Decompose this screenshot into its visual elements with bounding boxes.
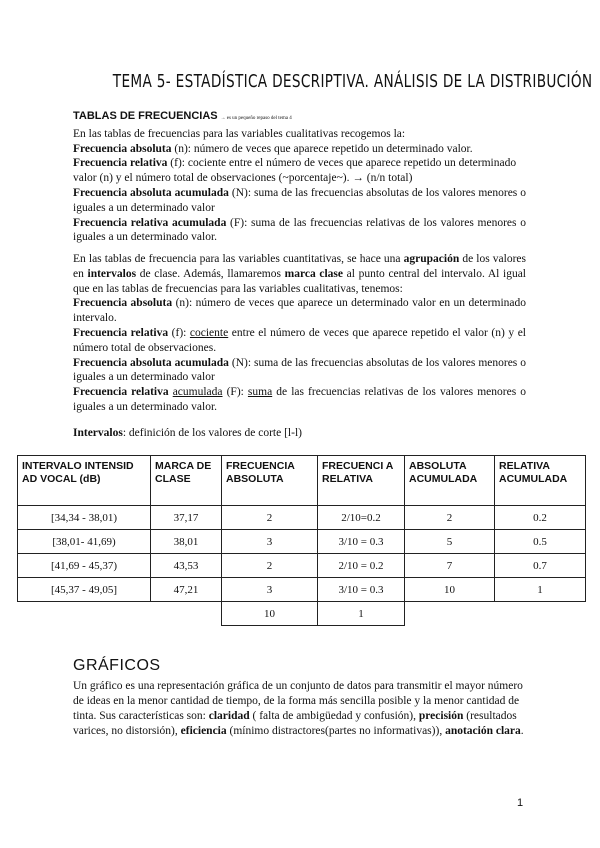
term: Intervalos xyxy=(73,427,123,439)
cell-absolute: 2 xyxy=(222,506,318,530)
term: Frecuencia relativa xyxy=(73,326,169,339)
term: Frecuencia relativa xyxy=(73,157,168,170)
term: anotación clara xyxy=(445,725,521,737)
underlined-word: cociente xyxy=(189,326,229,339)
cell-cum-relative: 1 xyxy=(495,578,586,602)
header-absolute-frequency: FRECUENCIA ABSOLUTA xyxy=(222,456,318,506)
header-class-mark: MARCA DE CLASE xyxy=(151,456,222,506)
text: (F): xyxy=(222,386,248,399)
quant-relative-frequency xyxy=(73,326,526,356)
definition: (n): número de veces que aparece repetido un determinado valor. xyxy=(171,142,473,155)
graficos-heading: GRÁFICOS xyxy=(73,657,161,674)
cell-class-mark: 47,21 xyxy=(151,578,222,602)
text: . xyxy=(520,725,524,737)
text: de los valores en xyxy=(73,253,527,280)
quantitative-intro xyxy=(73,252,526,296)
empty-cell xyxy=(151,602,222,626)
term: Frecuencia absoluta acumulada xyxy=(73,186,229,199)
quant-absolute-frequency xyxy=(73,296,526,326)
tables-heading-line xyxy=(73,109,526,127)
tables-heading: TABLAS DE FRECUENCIAS xyxy=(73,110,218,122)
term: Frecuencia absoluta xyxy=(73,142,172,155)
term: claridad xyxy=(208,710,250,722)
underlined-word: suma xyxy=(247,386,273,399)
cell-cum-relative: 0.5 xyxy=(495,530,586,554)
term: intervalos xyxy=(87,267,137,280)
definition: de las frecuencias relativas de los valores menores o iguales a un determinado valor. xyxy=(73,386,527,413)
header-relative-frequency: FRECUENCI A RELATIVA xyxy=(318,456,405,506)
cell-interval: [45,37 - 49,05] xyxy=(18,578,151,602)
table-row xyxy=(18,578,586,602)
text: En las tablas de frecuencia para las variables cuantitativas, se hace una xyxy=(73,253,404,265)
definition: (N): suma de las frecuencias absolutas de los valores menores o iguales a un determinado valor xyxy=(73,356,527,384)
term: agrupación xyxy=(403,253,460,265)
text: (f): xyxy=(168,326,190,339)
cell-relative: 3/10 = 0.3 xyxy=(318,530,405,554)
quantitative-section xyxy=(73,252,526,415)
cell-cum-absolute: 2 xyxy=(405,506,495,530)
qual-absolute-frequency xyxy=(73,142,526,157)
header-cumulative-absolute: ABSOLUTA ACUMULADA xyxy=(405,456,495,506)
definition: (F): suma de las frecuencias relativas de los valores menores o iguales a un determinado valor. xyxy=(73,216,526,244)
graficos-paragraph xyxy=(73,679,526,739)
cell-interval: [38,01- 41,69) xyxy=(18,530,151,554)
cell-class-mark: 37,17 xyxy=(151,506,222,530)
cell-absolute: 3 xyxy=(222,578,318,602)
qual-cumulative-absolute xyxy=(73,186,526,216)
quant-cumulative-relative xyxy=(73,385,526,415)
cell-relative: 2/10 = 0.2 xyxy=(318,554,405,578)
empty-cell xyxy=(18,602,151,626)
intervalos-line xyxy=(73,426,526,441)
cell-interval: [41,69 - 45,37) xyxy=(18,554,151,578)
tables-heading-note: → es un pequeño repaso del tema 4 xyxy=(220,116,292,121)
page-title: TEMA 5- ESTADÍSTICA DESCRIPTIVA. ANÁLISIS DE LA DISTRIBUCIÓN xyxy=(112,72,593,92)
term: eficiencia xyxy=(180,725,227,737)
term: Frecuencia absoluta xyxy=(73,297,173,310)
cell-absolute: 3 xyxy=(222,530,318,554)
qualitative-section xyxy=(73,109,526,245)
page-number: 1 xyxy=(517,797,524,809)
text: (mínimo distractores(partes no informativas)), xyxy=(226,725,446,737)
cell-cum-relative: 0.7 xyxy=(495,554,586,578)
empty-cell xyxy=(405,602,495,626)
table-row xyxy=(18,506,586,530)
cell-class-mark: 38,01 xyxy=(151,530,222,554)
header-cumulative-relative: RELATIVA ACUMULADA xyxy=(495,456,586,506)
table-row xyxy=(18,530,586,554)
cell-relative: 2/10=0.2 xyxy=(318,506,405,530)
text: (resultados varices, no distorsión), xyxy=(73,710,517,737)
table-header-row xyxy=(18,456,586,506)
cell-total-relative: 1 xyxy=(318,602,405,626)
text: de clase. Además, llamaremos xyxy=(136,267,285,280)
underlined-word: acumulada xyxy=(172,386,223,399)
definition: (n): número de veces que aparece un determinado valor en un determinado intervalo. xyxy=(73,297,526,325)
qual-relative-frequency xyxy=(73,156,526,186)
quant-cumulative-absolute xyxy=(73,356,526,386)
cell-cum-absolute: 10 xyxy=(405,578,495,602)
frequency-table xyxy=(17,455,586,626)
cell-interval: [34,34 - 38,01) xyxy=(18,506,151,530)
cell-class-mark: 43,53 xyxy=(151,554,222,578)
text: al punto central del intervalo. Al igual que en las tablas de frecuencias para las variables cualitativas, tenemos: xyxy=(73,267,526,295)
cell-cum-relative: 0.2 xyxy=(495,506,586,530)
cell-relative: 3/10 = 0.3 xyxy=(318,578,405,602)
text: ( falta de ambigüedad y confusión), xyxy=(249,710,419,722)
table-row xyxy=(18,554,586,578)
qualitative-intro: En las tablas de frecuencias para las variables cualitativas recogemos la: xyxy=(73,127,406,140)
definition: (f): cociente entre el número de veces que aparece repetido un determinado valor (n) y el número total de observaciones (~porcentaje~). → (n/n total) xyxy=(73,157,517,185)
table-totals-row xyxy=(18,602,586,626)
term: Frecuencia relativa acumulada xyxy=(73,216,227,229)
cell-cum-absolute: 5 xyxy=(405,530,495,554)
qual-cumulative-relative xyxy=(73,216,526,246)
term: marca clase xyxy=(284,267,343,280)
definition: : definición de los valores de corte [l-l) xyxy=(122,427,302,439)
cell-cum-absolute: 7 xyxy=(405,554,495,578)
header-interval: INTERVALO INTENSID AD VOCAL (dB) xyxy=(18,456,151,506)
term: Frecuencia relativa xyxy=(73,386,169,399)
empty-cell xyxy=(495,602,586,626)
cell-absolute: 2 xyxy=(222,554,318,578)
definition: entre el número de veces que aparece repetido el valor (n) y el número total de observaciones. xyxy=(73,326,527,354)
text: Un gráfico es una representación gráfica de un conjunto de datos para transmitir el mayor número de ideas en la menor cantidad de tiempo, de la forma más sencilla posible y la menor cantidad de tinta. Sus características son: xyxy=(73,680,523,722)
term: precisión xyxy=(418,710,464,722)
cell-total-absolute: 10 xyxy=(222,602,318,626)
definition: (N): suma de las frecuencias absolutas de los valores menores o iguales a un determinado valor xyxy=(73,186,527,214)
term: Frecuencia absoluta acumulada xyxy=(73,356,229,369)
